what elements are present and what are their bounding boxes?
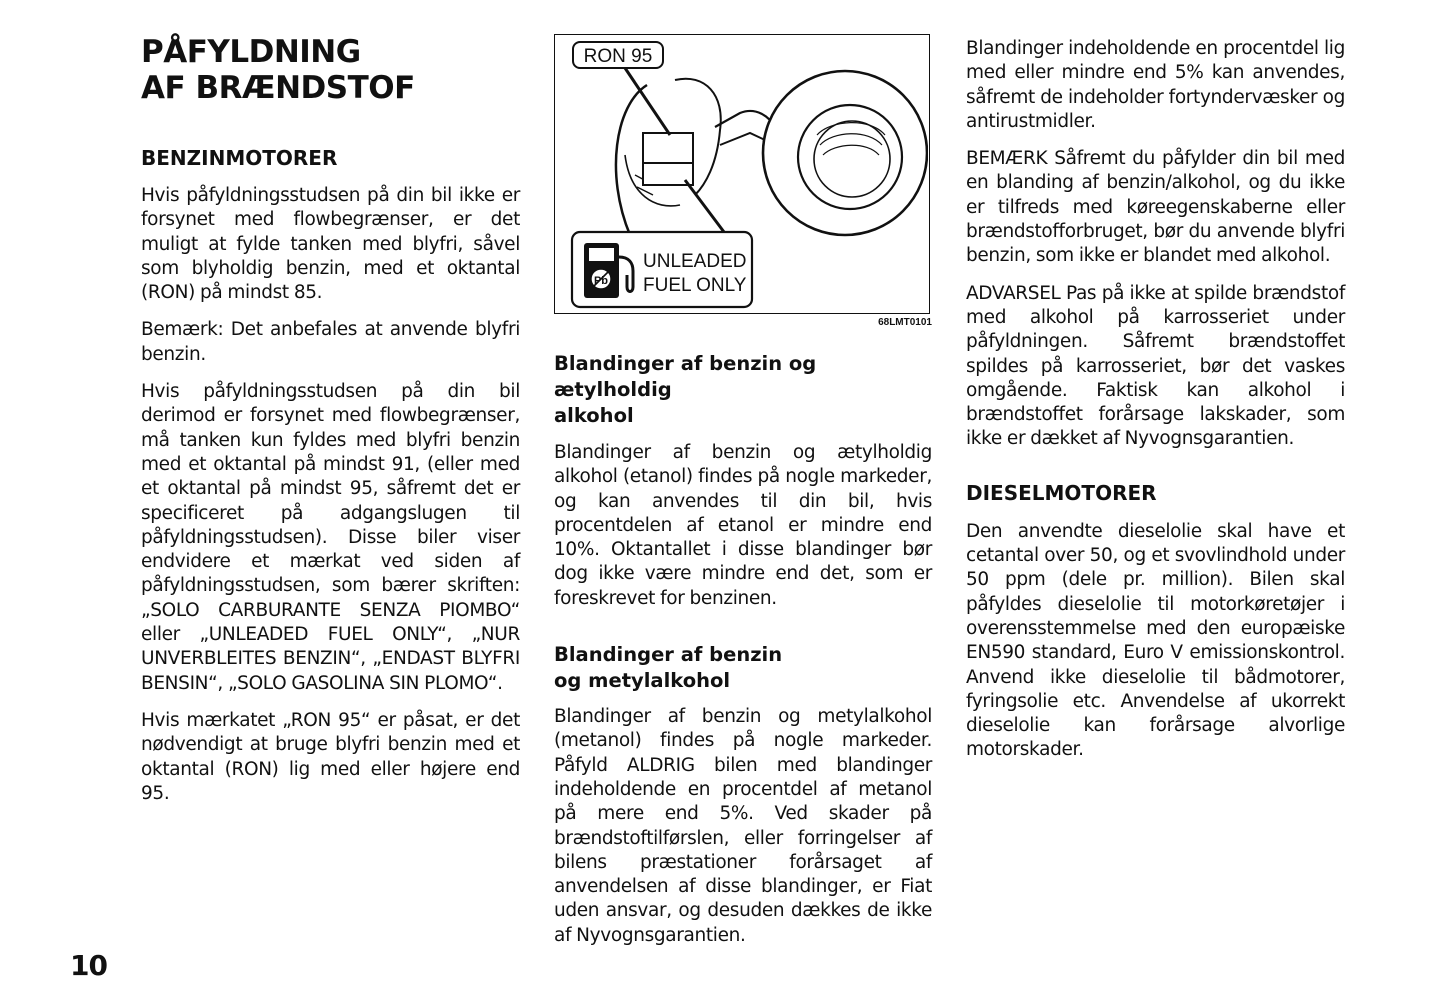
page-number: 10 xyxy=(70,949,107,982)
figure-code: 68LMT0101 xyxy=(878,317,932,328)
fuel-flap-illustration xyxy=(554,34,930,314)
paragraph-advarsel: ADVARSEL Pas på ikke at spilde brændstof med alkohol på karrosseriet under påfyldningen. Såfremt brændstoffet spildes på karrosseriet, bør det vaskes omgående. Faktisk kan alkohol i brændstoffet forårsage lakskader, som ikke er dækket af Nyvognsgarantien. xyxy=(966,282,1345,450)
paragraph-bemaerk: BEMÆRK Såfremt du påfylder din bil med en blanding af benzin/alkohol, og du ikke er tilfreds med køreegenskaberne eller brændstofforbruget, bør du anvende blyfri benzin, som ikke er blandet med alkohol. xyxy=(966,148,1345,267)
page-title-line-1: PÅFYLDNING xyxy=(141,34,361,70)
paragraph-diesel: Den anvendte dieselolie skal have et cetantal over 50, og et svovlindhold under 50 ppm (dele pr. million). Bilen skal påfyldes dieselolie til motorkøretøjer i overensstemmelse med den europæiske EN590 standard, Euro V emissionskontrol. Anvend ikke dieselolie til bådmotorer, fyringsolie etc. Anvendelse af ukorrekt dieselolie kan forårsage alvorlige motorskader. xyxy=(966,520,1345,761)
page-title-line-2: AF BRÆNDSTOF xyxy=(141,70,415,106)
paragraph-benzin-3: Hvis påfyldningsstudsen på din bil derimod er forsynet med flowbegrænser, må tanken kun fyldes med blyfri benzin med et oktantal på mindst 91, (eller med et oktantal på mindst 95, såfremt det er specificeret på adgangslugen til påfyldningsstudsen). Disse biler viser endvidere et mærkat ved siden af påfyldningsstudsen, som bærer skriften: „SOLO CARBURANTE SENZA PIOMBO“ eller „UNLEADED FUEL ONLY“, „NUR UNVERBLEITES BENZIN“, „ENDAST BLYFRI BENSIN“, „SOLO GASOLINA SIN PLOMO“. xyxy=(141,381,520,694)
unleaded-label-line-2: FUEL ONLY xyxy=(643,275,747,296)
heading-metanol-line-1: Blandinger af benzin xyxy=(554,643,783,667)
column-right xyxy=(966,37,1345,763)
ron-label: RON 95 xyxy=(583,46,653,67)
recess-sticker-upper xyxy=(643,133,693,163)
heading-etanol-line-2: alkohol xyxy=(554,404,634,427)
paragraph-blandinger: Blandinger indeholdende en procentdel lig med eller mindre end 5% kan anvendes, såfremt de indeholder fortyndervæsker og antirustmidler. xyxy=(966,38,1345,132)
heading-dieselmotorer: DIESELMOTORER xyxy=(966,480,1157,505)
column-middle xyxy=(554,34,932,948)
fuel-flap-drawing xyxy=(555,35,928,312)
heading-benzinmotorer: BENZINMOTORER xyxy=(141,146,338,170)
heading-etanol xyxy=(554,351,932,429)
paragraph-benzin-2: Bemærk: Det anbefales at anvende blyfri benzin. xyxy=(141,319,520,365)
svg-text:Pb: Pb xyxy=(593,275,609,287)
paragraph-benzin-4: Hvis mærkatet „RON 95“ er påsat, er det nødvendigt at bruge blyfri benzin med et oktantal (RON) lig med eller højere end 95. xyxy=(141,709,520,804)
paragraph-metanol: Blandinger af benzin og metylalkohol (metanol) findes på nogle markeder. Påfyld ALDRIG bilen med blandinger indeholdende en procentdel af metanol på mere end 5%. Ved skader på brændstoftilførslen, eller forringelser af bilens præstationer forårsaget af anvendelsen af disse blandinger, er Fiat uden ansvar, og desuden dækkes de ikke af Nyvognsgarantien. xyxy=(554,706,932,946)
heading-metanol xyxy=(554,642,932,694)
heading-etanol-line-1: Blandinger af benzin og ætylholdig xyxy=(554,352,817,401)
page-title xyxy=(141,34,520,106)
paragraph-benzin-1: Hvis påfyldningsstudsen på din bil ikke er forsynet med flowbegrænser, er det muligt at fylde tanken med blyfri, såvel som blyholdig benzin, med et oktantal (RON) på mindst 85. xyxy=(141,185,520,304)
column-left xyxy=(141,34,520,806)
paragraph-etanol: Blandinger af benzin og ætylholdig alkohol (etanol) findes på nogle markeder, og kan anvendes til din bil, hvis procentdelen af etanol er mindre end 10%. Oktantallet i disse blandinger bør dog ikke være mindre end det, som er foreskrevet for benzinen. xyxy=(554,442,932,609)
heading-metanol-line-2: og metylalkohol xyxy=(554,669,731,693)
unleaded-label-line-1: UNLEADED xyxy=(643,251,747,272)
